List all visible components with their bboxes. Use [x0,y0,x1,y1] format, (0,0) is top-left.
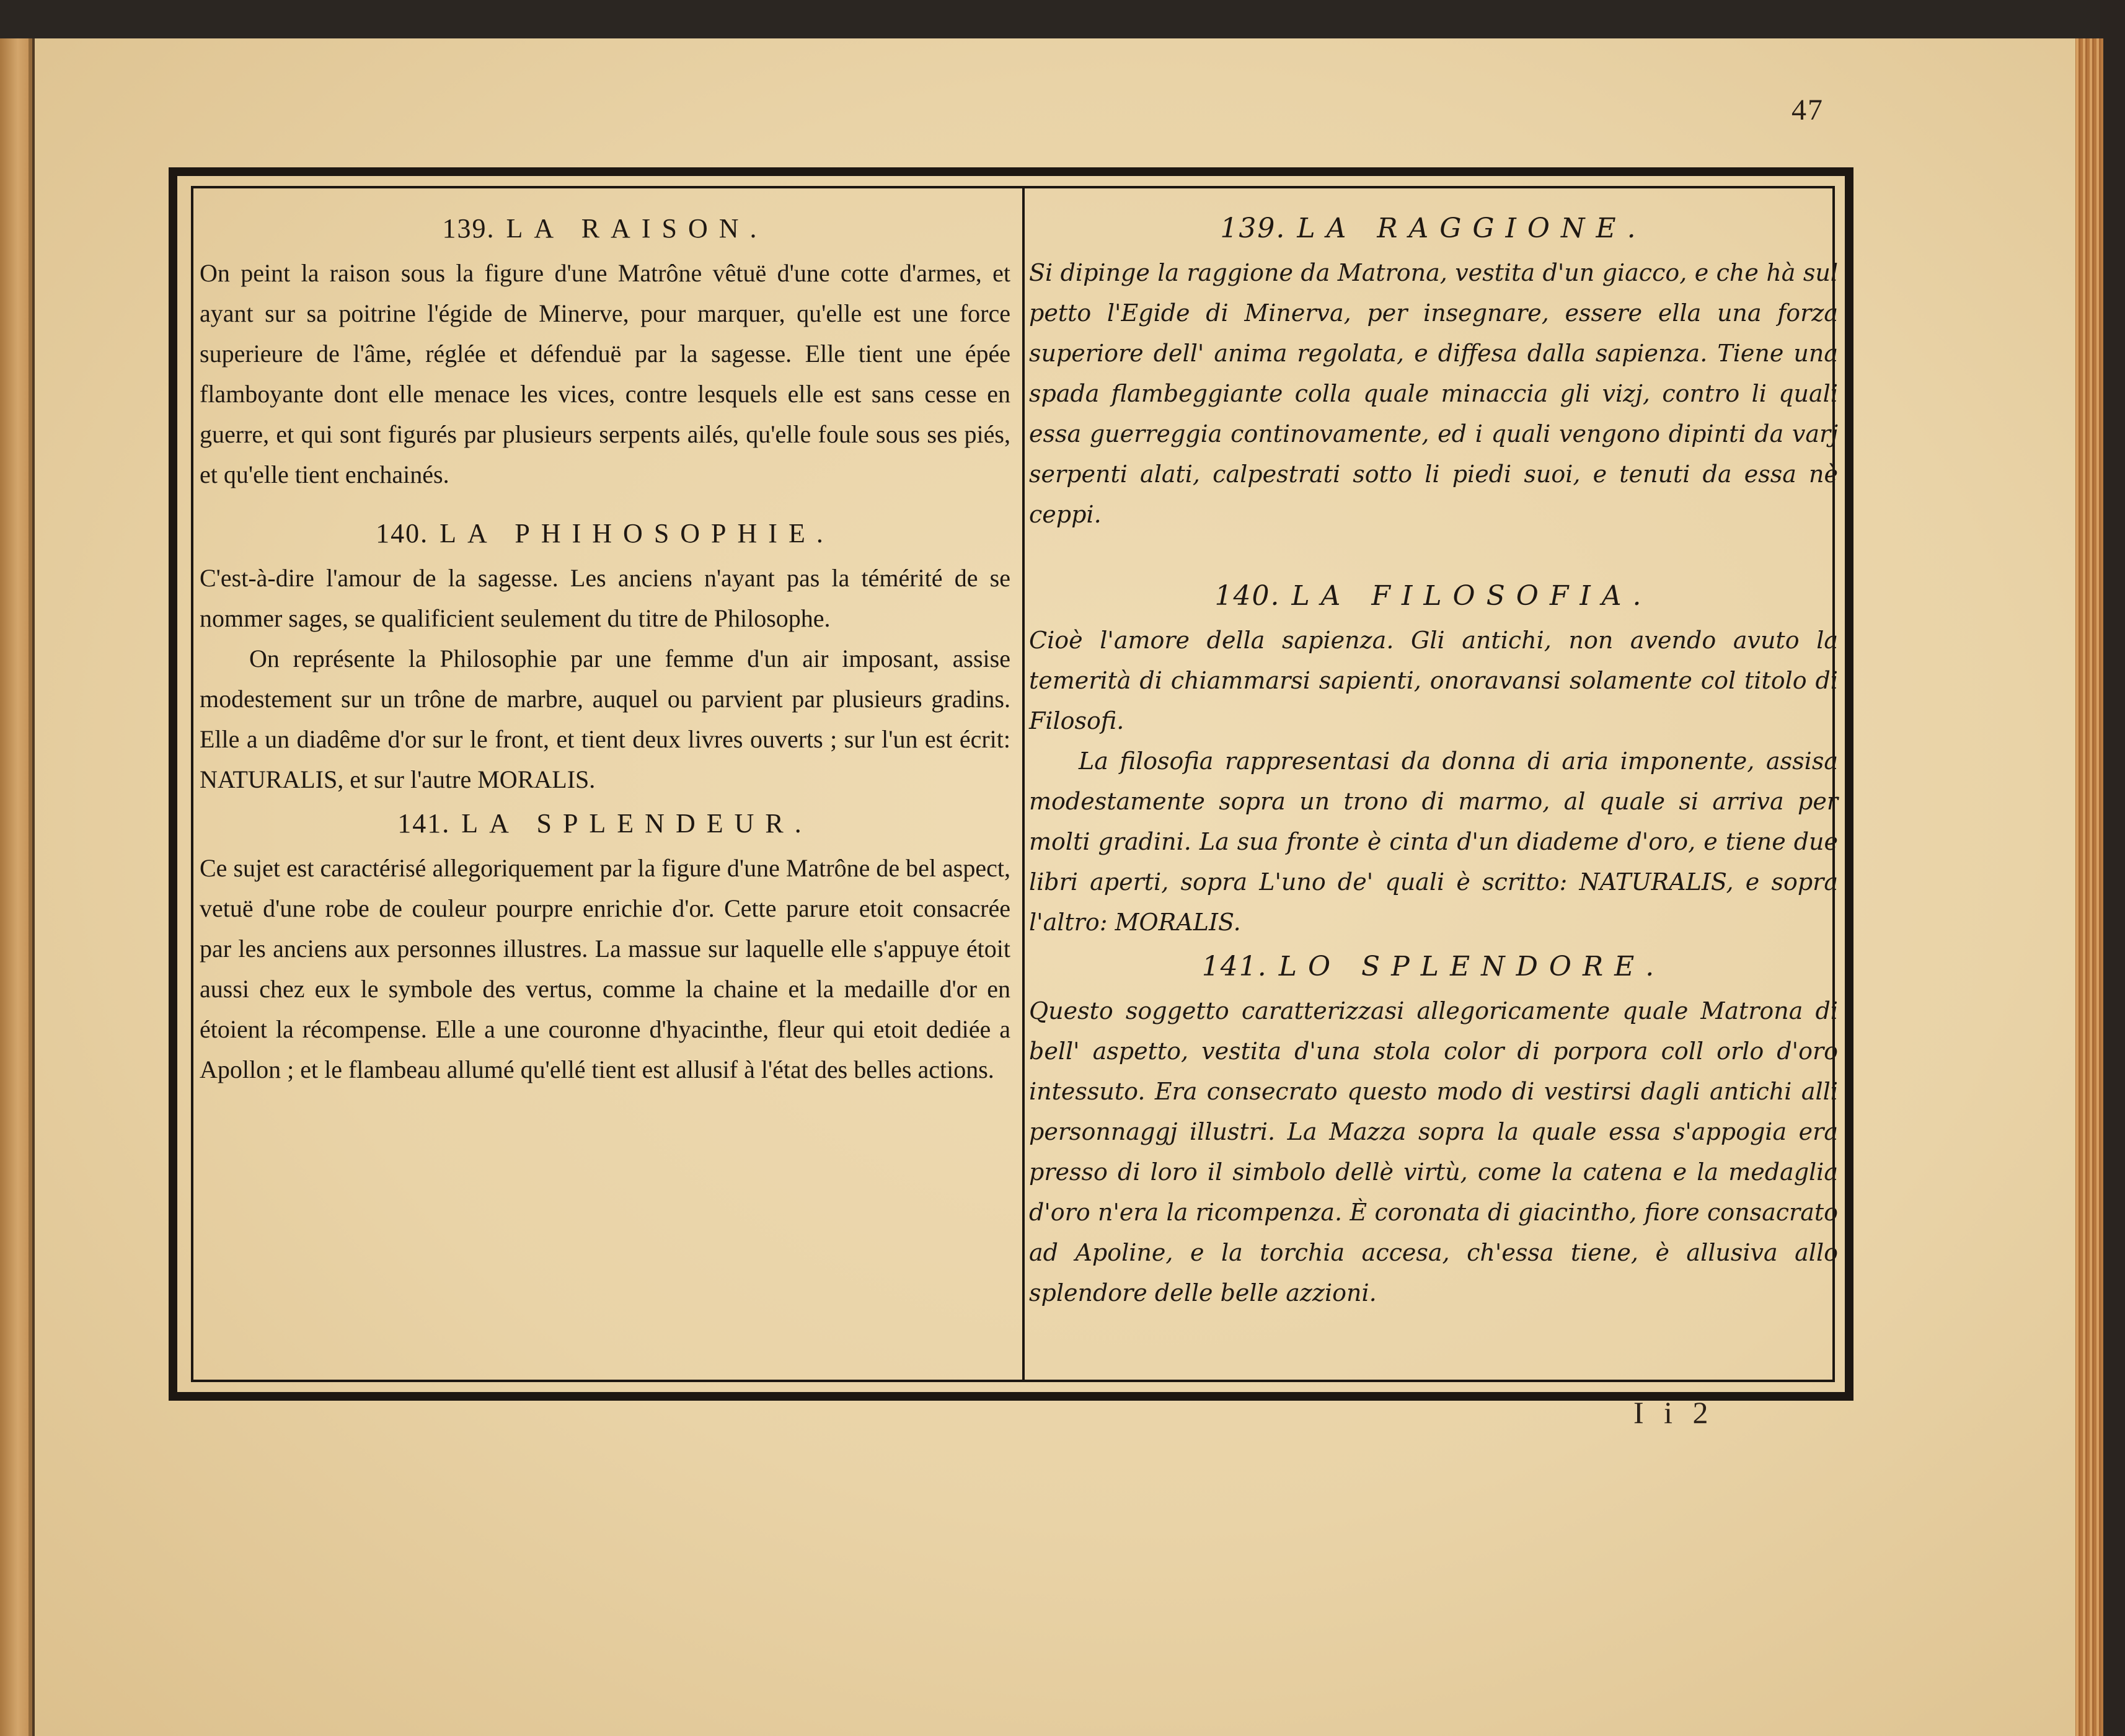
french-section-140 [200,509,1010,800]
section-title: LO SPLENDORE. [1278,951,1666,982]
section-number: 139. [442,213,495,244]
section-heading [200,800,1010,848]
section-paragraph: On peint la raison sous la figure d'une Matrône vêtuë d'une cotte d'armes, et ayant sur sa poitrine l'égide de Minerve, pour marquer, qu'elle est une force superieure de l'âme, réglée et défenduë par la sagesse. Elle tient une épée flamboyante dont elle menace les vices, contre lesquels elle est sans cesse en guerre, et qui sont figurés par plusieurs serpents ailés, qu'elle foule sous ses piés, et qu'elle tient enchainés. [200,259,1010,488]
section-title: LA RAGGIONE. [1297,213,1647,244]
section-number: 139. [1220,213,1286,244]
italian-column [1029,205,1838,1313]
section-heading [1029,572,1838,620]
section-heading [200,509,1010,558]
french-section-139 [200,205,1010,495]
french-section-141 [200,800,1010,1090]
previous-page-edge [0,38,32,1736]
section-number: 140. [376,518,429,549]
section-title: LA RAISON. [506,213,768,244]
column-divider [1022,188,1025,1380]
spacer [1029,535,1838,572]
page-number: 47 [1791,94,1824,126]
page-stack-edge [2074,38,2103,1736]
section-paragraph: Questo soggetto caratterizzasi allegoricamente quale Matrona di bell' aspetto, vestita d'una stola color di porpora coll orlo d'oro intessuto. Era consecrato questo modo di vestirsi dagli antichi alli personnaggj illustri. La Mazza sopra la quale essa s'appogia era presso di loro il simbolo dellè virtù, come la catena e la medaglia d'oro n'era la ricompenza. È coronata di giacintho, fiore consacrato ad Apoline, e la torchia accesa, ch'essa tiene, è allusiva allo splendore delle belle azzioni. [1029,997,1838,1306]
section-heading [1029,943,1838,991]
section-paragraph: C'est-à-dire l'amour de la sagesse. Les anciens n'ayant pas la témérité de se nommer sages, se qualificient seulement du titre de Philosophe. [200,564,1010,632]
scan-background-top [0,0,2125,38]
section-paragraph: Ce sujet est caractérisé allegoriquement par la figure d'une Matrône de bel aspect, vetuë d'une robe de couleur pourpre enrichie d'or. Cette parure etoit consacrée par les anciens aux personnes illustres. La massue sur laquelle elle s'appuye étoit aussi chez eux le symbole des vertus, comme la chaine et la medaille d'or en étoient la récompense. Elle a une couronne d'hyacinthe, fleur qui etoit dediée a Apollon ; et le flambeau allumé qu'ellé tient est allusif à l'état des belles actions. [200,854,1010,1083]
section-paragraph: La filosofia rappresentasi da donna di aria imponente, assisa modestamente sopra un trono di marmo, al quale si arriva per molti gradini. La sua fronte è cinta d'un diademe d'oro, e tiene due libri aperti, sopra L'uno de' quali è scritto: NATURALIS, e sopra l'altro: MORALIS. [1029,747,1838,936]
section-number: 140. [1214,580,1281,612]
french-column [200,205,1010,1090]
section-paragraph: Si dipinge la raggione da Matrona, vestita d'un giacco, e che hà sul petto l'Egide di Minerva, per insegnare, essere ella una forza superiore dell' anima regolata, e diffesa dalla sapienza. Tiene una spada flambeggiante colla quale minaccia gli vizj, contro li quali essa guerreggia continovamente, ed i quali vengono dipinti da varj serpenti alati, calpestrati sotto li piedi suoi, e tenuti da essa nè ceppi. [1029,259,1838,528]
section-paragraph: Cioè l'amore della sapienza. Gli antichi, non avendo avuto la temerità di chiammarsi sapienti, onoravansi solamente col titolo di Filosofi. [1029,627,1838,734]
section-number: 141. [397,808,451,839]
signature-mark: I i 2 [1633,1395,1715,1430]
gutter-shadow [29,38,35,1736]
section-heading [200,205,1010,253]
section-number: 141. [1201,951,1268,982]
scan-background-right [2100,0,2125,1736]
section-heading [1029,205,1838,253]
section-title: LA FILOSOFIA. [1291,580,1653,612]
italian-section-141 [1029,943,1838,1313]
section-title: LA PHIHOSOPHIE. [440,518,834,549]
italian-section-140 [1029,572,1838,943]
section-title: LA SPLENDEUR. [461,808,813,839]
section-paragraph: On représente la Philosophie par une femme d'un air imposant, assise modestement sur un trône de marbre, auquel ou parvient par plusieurs gradins. Elle a un diadême d'or sur le front, et tient deux livres ouverts ; sur l'un est écrit: NATURALIS, et sur l'autre MORALIS. [200,645,1010,793]
italian-section-139 [1029,205,1838,535]
spacer [200,495,1010,509]
